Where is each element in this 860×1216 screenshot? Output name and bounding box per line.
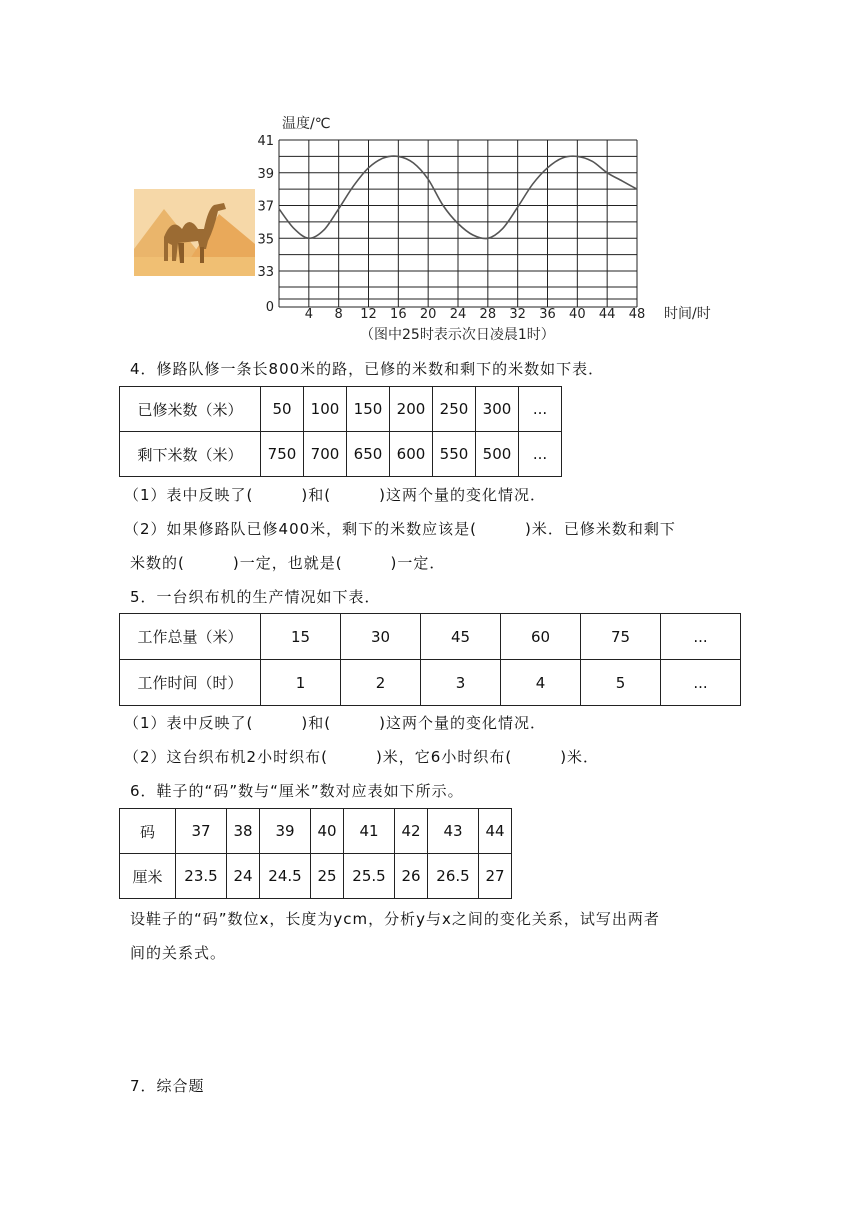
y-tick-label: 0 <box>265 300 274 315</box>
y-axis-label: 温度/℃ <box>282 116 331 132</box>
table-cell: 25 <box>311 854 344 899</box>
table-cell: 1 <box>261 660 341 706</box>
x-tick-label: 4 <box>304 307 313 322</box>
x-tick-label: 44 <box>598 307 616 322</box>
q5-row1-head: 工作总量（米） <box>120 614 261 660</box>
q4-subq1: （1）表中反映了( )和( )这两个量的变化情况． <box>124 486 546 504</box>
q4-row2-head: 剩下米数（米） <box>120 432 261 477</box>
table-cell: 39 <box>260 809 311 854</box>
table-cell: 23.5 <box>176 854 227 899</box>
q7-title: 7．综合题 <box>130 1077 205 1095</box>
x-tick-label: 20 <box>419 307 437 322</box>
x-tick-label: 48 <box>628 307 646 322</box>
table-cell: 26.5 <box>428 854 479 899</box>
chart-caption: （图中25时表示次日凌晨1时） <box>360 327 555 343</box>
table-cell: 45 <box>421 614 501 660</box>
table-cell: ... <box>519 387 562 432</box>
table-cell: 550 <box>433 432 476 477</box>
camel-illustration <box>134 189 255 276</box>
y-tick-label: 37 <box>257 199 274 215</box>
table-cell: 38 <box>227 809 260 854</box>
q4-subq2-line2: 米数的( )一定，也就是( )一定． <box>130 554 446 572</box>
q5-table <box>119 613 741 706</box>
table-cell: ... <box>661 614 741 660</box>
x-tick-label: 32 <box>509 307 526 322</box>
table-cell: 41 <box>344 809 395 854</box>
table-cell: ... <box>519 432 562 477</box>
table-cell: 44 <box>479 809 512 854</box>
y-tick-label: 39 <box>257 166 274 182</box>
table-cell: 250 <box>433 387 476 432</box>
x-axis-label: 时间/时 <box>664 306 711 322</box>
x-tick-labels <box>305 307 646 322</box>
q4-subq2-line1: （2）如果修路队已修400米，剩下的米数应该是( )米．已修米数和剩下 <box>124 520 676 538</box>
x-tick-label: 36 <box>539 307 556 322</box>
table-cell: 4 <box>501 660 581 706</box>
table-cell: 24.5 <box>260 854 311 899</box>
table-cell: 2 <box>341 660 421 706</box>
table-cell: 200 <box>390 387 433 432</box>
x-tick-label: 12 <box>360 307 377 322</box>
x-tick-label: 16 <box>390 307 407 322</box>
q6-table <box>119 808 512 899</box>
table-cell: 75 <box>581 614 661 660</box>
q5-title: 5．一台织布机的生产情况如下表． <box>130 588 381 606</box>
table-cell: 3 <box>421 660 501 706</box>
table-cell: 650 <box>347 432 390 477</box>
table-cell: 15 <box>261 614 341 660</box>
table-cell: 600 <box>390 432 433 477</box>
table-cell: ... <box>661 660 741 706</box>
table-cell: 40 <box>311 809 344 854</box>
table-cell: 5 <box>581 660 661 706</box>
table-cell: 60 <box>501 614 581 660</box>
table-cell: 30 <box>341 614 421 660</box>
table-cell: 25.5 <box>344 854 395 899</box>
table-cell: 750 <box>261 432 304 477</box>
q4-title: 4．修路队修一条长800米的路，已修的米数和剩下的米数如下表． <box>130 360 605 378</box>
q5-subq1: （1）表中反映了( )和( )这两个量的变化情况． <box>124 714 546 732</box>
table-cell: 37 <box>176 809 227 854</box>
x-tick-label: 28 <box>479 307 497 322</box>
q6-prompt-line1: 设鞋子的“码”数位x，长度为ycm，分析y与x之间的变化关系，试写出两者 <box>130 910 660 928</box>
table-cell: 43 <box>428 809 479 854</box>
q6-row1-head: 码 <box>120 809 176 854</box>
y-tick-label: 41 <box>257 134 274 149</box>
q6-title: 6．鞋子的“码”数与“厘米”数对应表如下所示。 <box>130 782 464 800</box>
table-cell: 300 <box>476 387 519 432</box>
q6-row2-head: 厘米 <box>120 854 176 899</box>
table-cell: 27 <box>479 854 512 899</box>
x-tick-label: 24 <box>449 307 467 322</box>
table-cell: 24 <box>227 854 260 899</box>
q5-subq2: （2）这台织布机2小时织布( )米，它6小时织布( )米． <box>124 748 600 766</box>
y-tick-labels <box>257 134 274 315</box>
x-tick-label: 8 <box>334 307 343 322</box>
table-cell: 26 <box>395 854 428 899</box>
table-cell: 42 <box>395 809 428 854</box>
q4-row1-head: 已修米数（米） <box>120 387 261 432</box>
table-cell: 700 <box>304 432 347 477</box>
q6-prompt-line2: 间的关系式。 <box>130 944 227 962</box>
table-cell: 100 <box>304 387 347 432</box>
temperature-line-chart <box>257 110 730 355</box>
table-cell: 150 <box>347 387 390 432</box>
y-tick-label: 35 <box>257 232 274 248</box>
y-tick-label: 33 <box>257 265 274 280</box>
q4-table <box>119 386 562 477</box>
table-cell: 50 <box>261 387 304 432</box>
x-tick-label: 40 <box>569 307 586 322</box>
table-cell: 500 <box>476 432 519 477</box>
q5-row2-head: 工作时间（时） <box>120 660 261 706</box>
